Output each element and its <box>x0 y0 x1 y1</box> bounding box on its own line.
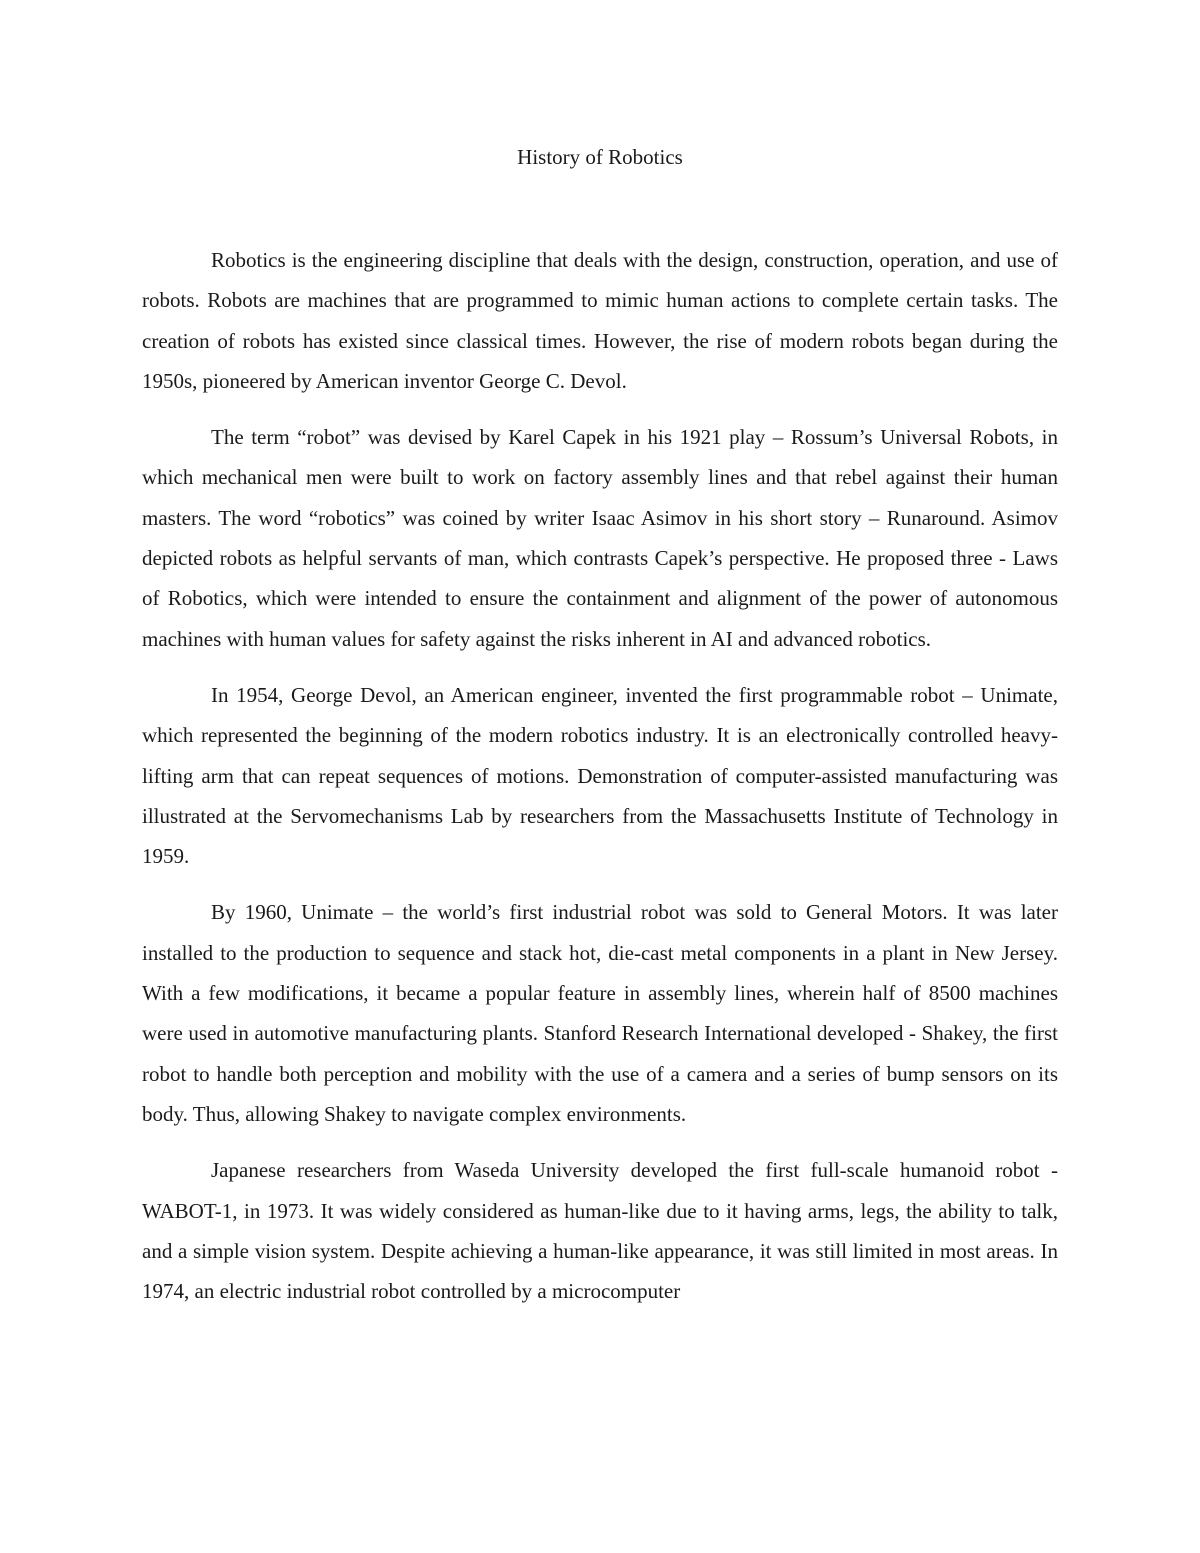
paragraph-industrial-robots: By 1960, Unimate – the world’s first industrial robot was sold to General Motors. It was later installed to the production to sequence and stack hot, die-cast metal components in a plant in New Jersey. With a few modifications, it became a popular feature in assembly lines, wherein half of 8500 machines were used in automotive manufacturing plants. Stanford Research International developed - Shakey, the first robot to handle both perception and mobility with the use of a camera and a series of bump sensors on its body. Thus, allowing Shakey to navigate complex environments. <box>142 900 1058 1126</box>
paragraph-unimate-invention: In 1954, George Devol, an American engineer, invented the first programmable robot – Unimate, which represented the beginning of the modern robotics industry. It is an electronically controlled heavy-lifting arm that can repeat sequences of motions. Demonstration of computer-assisted manufacturing was illustrated at the Servomechanisms Lab by researchers from the Massachusetts Institute of Technology in 1959. <box>142 682 1058 869</box>
paragraph-term-origin: The term “robot” was devised by Karel Capek in his 1921 play – Rossum’s Universal Robots, in which mechanical men were built to work on factory assembly lines and that rebel against their human masters. The word “robotics” was coined by writer Isaac Asimov in his short story – Runaround. Asimov depicted robots as helpful servants of man, which contrasts Capek’s perspective. He proposed three - Laws of Robotics, which were intended to ensure the containment and alignment of the power of autonomous machines with human values for safety against the risks inherent in AI and advanced robotics. <box>142 425 1058 651</box>
paragraph-intro: Robotics is the engineering discipline that deals with the design, construction, operation, and use of robots. Robots are machines that are programmed to mimic human actions to complete certain tasks. The creation of robots has existed since classical times. However, the rise of modern robots began during the 1950s, pioneered by American inventor George C. Devol. <box>142 248 1058 393</box>
document-title: History of Robotics <box>517 145 683 169</box>
document-body <box>142 240 1058 1327</box>
paragraph-humanoid-robots: Japanese researchers from Waseda University developed the first full-scale humanoid robot - WABOT-1, in 1973. It was widely considered as human-like due to it having arms, legs, the ability to talk, and a simple vision system. Despite achieving a human-like appearance, it was still limited in most areas. In 1974, an electric industrial robot controlled by a microcomputer <box>142 1158 1058 1304</box>
